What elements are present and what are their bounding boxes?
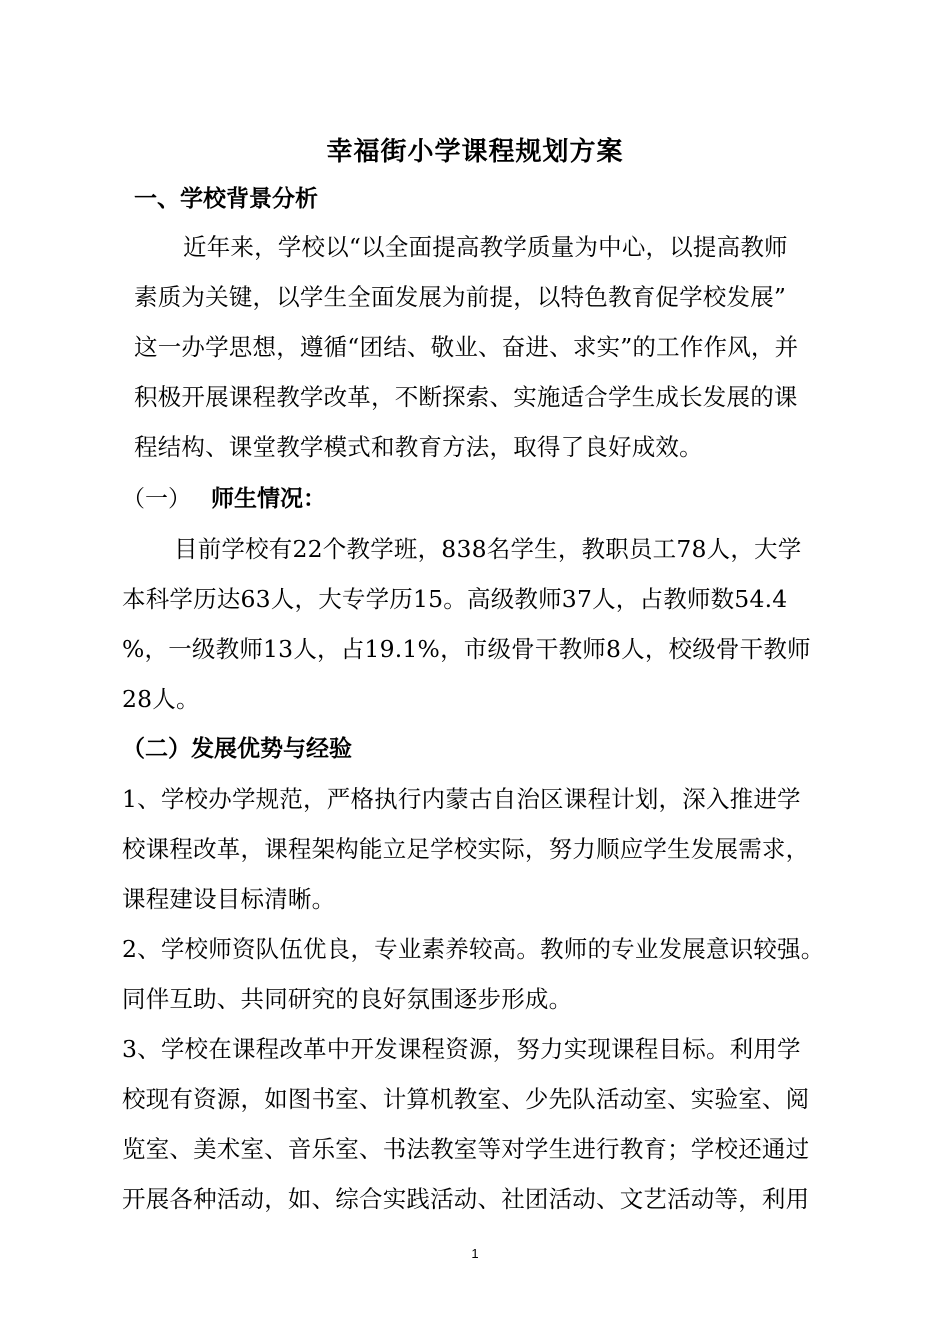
list-item-line: 校现有资源，如图书室、计算机教室、少先队活动室、实验室、阅	[122, 1085, 810, 1113]
paragraph-line: 近年来，学校以“以全面提高教学质量为中心，以提高教师	[183, 233, 788, 261]
paragraph-line: 28人。	[122, 685, 200, 713]
list-item-line: 同伴互助、共同研究的良好氛围逐步形成。	[122, 985, 573, 1013]
subsection-prefix: （一）	[122, 486, 191, 512]
list-item-line: 2、学校师资队伍优良，专业素养较高。教师的专业发展意识较强。	[122, 935, 825, 963]
paragraph-line: 这一办学思想，遵循“团结、敬业、奋进、求实”的工作作风，并	[134, 333, 799, 361]
list-item-line: 3、学校在课程改革中开发课程资源，努力实现课程目标。利用学	[122, 1035, 801, 1063]
list-item-line: 校课程改革，课程架构能立足学校实际，努力顺应学生发展需求，	[122, 835, 810, 863]
document-title: 幸福街小学课程规划方案	[326, 137, 624, 167]
list-item-line: 览室、美术室、音乐室、书法教室等对学生进行教育；学校还通过	[122, 1135, 810, 1163]
subsection-heading: （二）发展优势与经验	[122, 736, 352, 762]
paragraph-line: 目前学校有22个教学班，838名学生，教职员工78人，大学	[174, 535, 802, 563]
paragraph-line: 积极开展课程教学改革，不断探索、实施适合学生成长发展的课	[134, 383, 798, 411]
list-item-line: 课程建设目标清晰。	[122, 885, 336, 913]
paragraph-line: 本科学历达63人，大专学历15。高级教师37人，占教师数54.4	[122, 585, 788, 613]
paragraph-line: 素质为关键，以学生全面发展为前提，以特色教育促学校发展”	[134, 283, 787, 311]
list-item-line: 1、学校办学规范，严格执行内蒙古自治区课程计划，深入推进学	[122, 785, 801, 813]
subsection-heading	[122, 484, 326, 514]
section-heading: 一、学校背景分析	[134, 186, 318, 212]
paragraph-line: 程结构、课堂教学模式和教育方法，取得了良好成效。	[134, 433, 703, 461]
paragraph-line: %，一级教师13人，占19.1%，市级骨干教师8人，校级骨干教师	[122, 635, 811, 663]
page-number: 1	[471, 1246, 479, 1261]
subsection-title: 师生情况：	[211, 486, 326, 512]
list-item-line: 开展各种活动，如、综合实践活动、社团活动、文艺活动等，利用	[122, 1185, 810, 1213]
